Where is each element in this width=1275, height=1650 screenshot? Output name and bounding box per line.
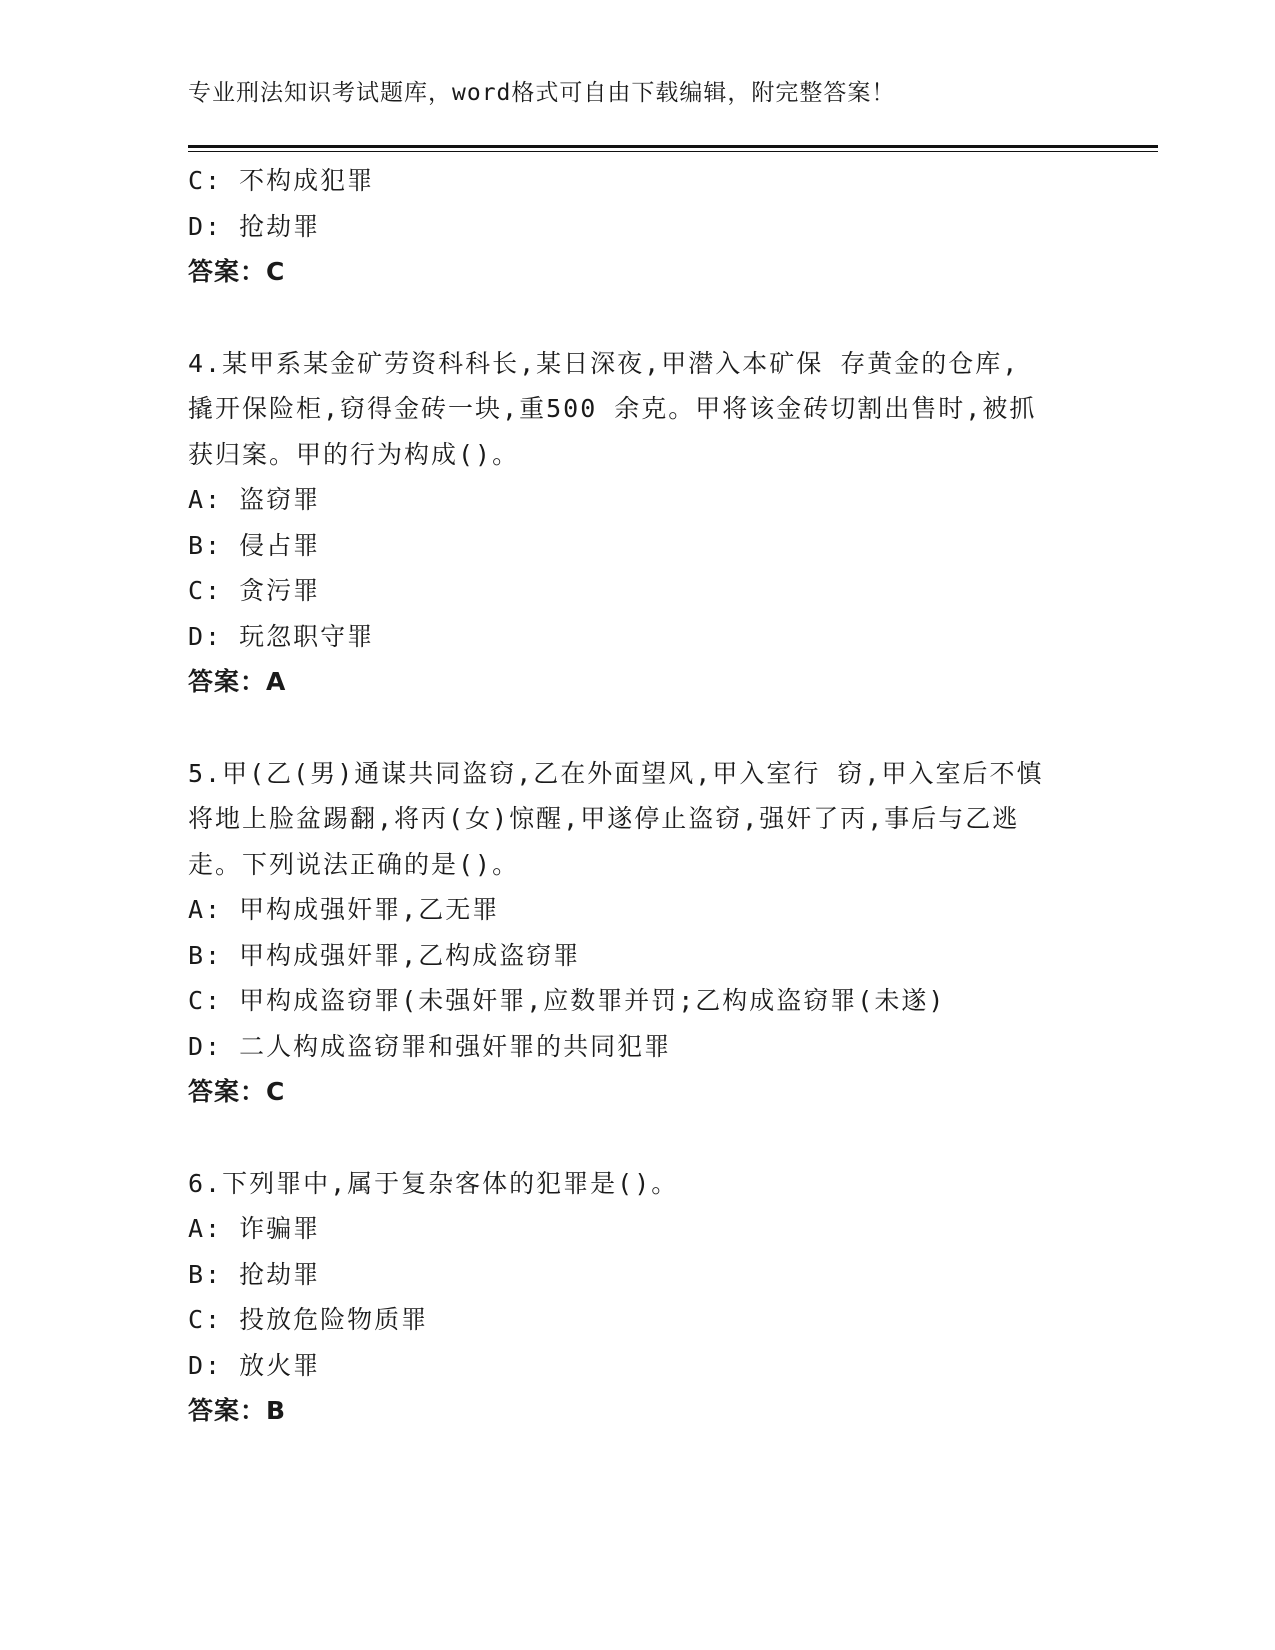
option-a: A: 盗窃罪 — [188, 485, 321, 514]
option-d: D: 放火罪 — [188, 1350, 321, 1380]
option-d: D: 二人构成盗窃罪和强奸罪的共同犯罪 — [188, 1031, 672, 1061]
question-spacer — [188, 1115, 1148, 1161]
option-c: C: 投放危险物质罪 — [188, 1305, 429, 1334]
option-c: C: 甲构成盗窃罪(未强奸罪,应数罪并罚;乙构成盗窃罪(未遂) — [188, 986, 946, 1015]
question-text-line: 将地上脸盆踢翻,将丙(女)惊醒,甲遂停止盗窃,强奸了丙,事后与乙逃 — [188, 804, 1020, 833]
question-4 — [188, 341, 1148, 705]
option-c: C: 不构成犯罪 — [188, 166, 375, 195]
question-3-continued — [188, 158, 1148, 295]
header-divider-thin — [188, 151, 1158, 152]
page-header: 专业刑法知识考试题库，word格式可自由下载编辑，附完整答案！ — [188, 80, 896, 106]
option-b: B: 侵占罪 — [188, 530, 321, 560]
option-b: B: 抢劫罪 — [188, 1259, 321, 1289]
question-text-line: 走。下列说法正确的是()。 — [188, 849, 520, 879]
option-d: D: 抢劫罪 — [188, 211, 321, 241]
header-divider-thick — [188, 145, 1158, 148]
question-text-line: 获归案。甲的行为构成()。 — [188, 439, 520, 469]
question-text-line: 6.下列罪中,属于复杂客体的犯罪是()。 — [188, 1168, 679, 1198]
answer-line: 答案：A — [188, 667, 287, 696]
question-6 — [188, 1161, 1148, 1434]
question-text-line: 5.甲(乙(男)通谋共同盗窃,乙在外面望风,甲入室行 窃,甲入室后不慎 — [188, 758, 1044, 788]
option-b: B: 甲构成强奸罪,乙构成盗窃罪 — [188, 940, 581, 970]
option-a: A: 甲构成强奸罪,乙无罪 — [188, 895, 500, 924]
answer-line: 答案：B — [188, 1396, 287, 1425]
option-d: D: 玩忽职守罪 — [188, 621, 375, 651]
question-spacer — [188, 295, 1148, 341]
document-body — [188, 158, 1148, 1434]
answer-line: 答案：C — [188, 257, 286, 286]
question-spacer — [188, 705, 1148, 751]
question-text-line: 撬开保险柜,窃得金砖一块,重500 余克。甲将该金砖切割出售时,被抓 — [188, 394, 1037, 423]
question-text-line: 4.某甲系某金矿劳资科科长,某日深夜,甲潜入本矿保 存黄金的仓库, — [188, 348, 1020, 378]
option-c: C: 贪污罪 — [188, 576, 321, 605]
answer-line: 答案：C — [188, 1077, 286, 1106]
question-5 — [188, 751, 1148, 1115]
option-a: A: 诈骗罪 — [188, 1214, 321, 1243]
